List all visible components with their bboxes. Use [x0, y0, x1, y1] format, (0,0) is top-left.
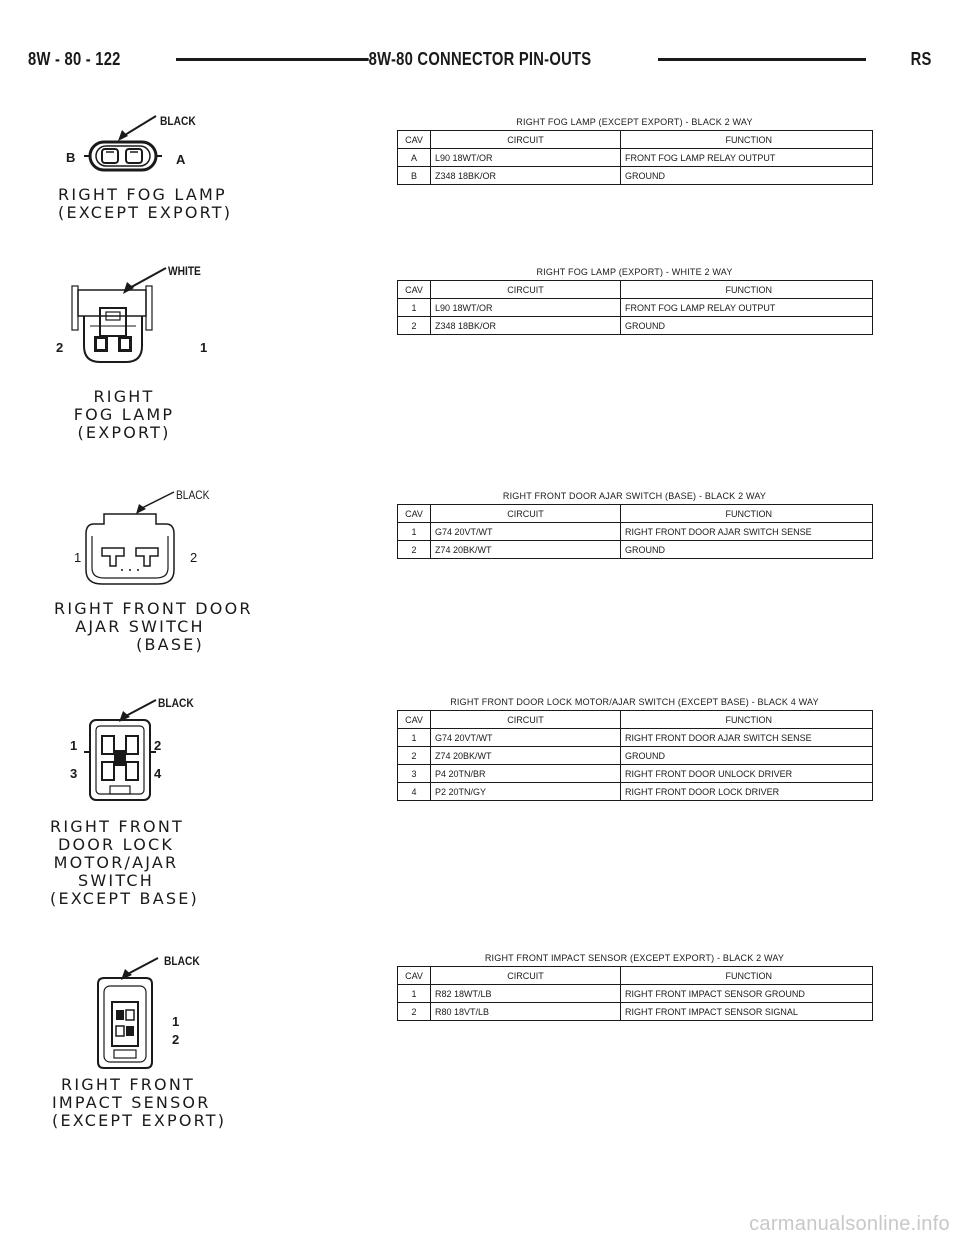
connector-drawing-fog-lamp-except-export: [60, 108, 210, 188]
header-cav: CAV: [398, 131, 431, 149]
pin-label-2: 2: [56, 340, 64, 355]
header-circuit: CIRCUIT: [431, 505, 621, 523]
table-row: 2 Z74 20BK/WT GROUND: [398, 747, 873, 765]
wire-color-label: BLACK: [160, 114, 196, 128]
page-header: [28, 46, 932, 72]
pin-label-b: B: [66, 150, 76, 165]
pin-label-a: A: [176, 152, 186, 167]
header-cav: CAV: [398, 967, 431, 985]
pin-label-3: 3: [70, 766, 78, 781]
table-title: RIGHT FOG LAMP (EXPORT) - WHITE 2 WAY: [536, 267, 733, 278]
header-function: FUNCTION: [621, 711, 873, 729]
pin-label-2: 2: [190, 550, 198, 565]
header-rule-right: [658, 58, 866, 61]
table-row: 3 P4 20TN/BR RIGHT FRONT DOOR UNLOCK DRIVER: [398, 765, 873, 783]
connector-impact-sensor-icon: [74, 950, 204, 1074]
model-code: RS: [911, 46, 932, 72]
pinout-table: [397, 130, 873, 185]
table-row: B Z348 18BK/OR GROUND: [398, 167, 873, 185]
pin-label-1: 1: [172, 1014, 180, 1029]
table-header-row: [398, 967, 873, 985]
table-row: 1 G74 20VT/WT RIGHT FRONT DOOR AJAR SWITCH SENSE: [398, 729, 873, 747]
connector-fog-lamp-export-icon: [50, 262, 210, 374]
pin-label-1: 1: [70, 738, 78, 753]
pin-label-2: 2: [154, 738, 162, 753]
table-header-row: [398, 131, 873, 149]
wire-color-label: BLACK: [176, 488, 210, 502]
site-watermark: carmanualsonline.info: [749, 1213, 950, 1235]
table-header-row: [398, 505, 873, 523]
table-row: 2 Z74 20BK/WT GROUND: [398, 541, 873, 559]
table-row: A L90 18WT/OR FRONT FOG LAMP RELAY OUTPUT: [398, 149, 873, 167]
connector-caption: RIGHT FRONT IMPACT SENSOR (EXCEPT EXPORT): [52, 1075, 227, 1130]
table-row: 1 L90 18WT/OR FRONT FOG LAMP RELAY OUTPUT: [398, 299, 873, 317]
pin-label-2: 2: [172, 1032, 180, 1047]
header-circuit: CIRCUIT: [431, 131, 621, 149]
header-function: FUNCTION: [621, 505, 873, 523]
pinout-table-fog-lamp-except-export: [397, 116, 872, 185]
header-function: FUNCTION: [621, 131, 873, 149]
table-header-row: [398, 711, 873, 729]
table-row: 1 G74 20VT/WT RIGHT FRONT DOOR AJAR SWITCH SENSE: [398, 523, 873, 541]
connector-drawing-fog-lamp-export: [50, 262, 210, 374]
connector-drawing-door-lock-motor: [62, 692, 202, 808]
pinout-table-fog-lamp-export: [397, 266, 872, 335]
wire-color-label: BLACK: [164, 954, 200, 968]
connector-caption: RIGHT FOG LAMP (EXCEPT EXPORT): [58, 185, 233, 222]
table-title: RIGHT FRONT DOOR AJAR SWITCH (BASE) - BLACK 2 WAY: [502, 491, 767, 502]
header-function: FUNCTION: [621, 967, 873, 985]
table-header-row: [398, 281, 873, 299]
wire-color-label: WHITE: [168, 264, 201, 278]
pinout-table: [397, 966, 873, 1021]
table-row: 2 R80 18VT/LB RIGHT FRONT IMPACT SENSOR SIGNAL: [398, 1003, 873, 1021]
header-cav: CAV: [398, 281, 431, 299]
table-title: RIGHT FRONT DOOR LOCK MOTOR/AJAR SWITCH (EXCEPT BASE) - BLACK 4 WAY: [450, 697, 819, 708]
connector-caption: RIGHT FRONT DOOR AJAR SWITCH (BASE): [54, 599, 253, 654]
connector-drawing-impact-sensor: [74, 950, 204, 1074]
pinout-table-impact-sensor: [397, 952, 872, 1021]
header-circuit: CIRCUIT: [431, 281, 621, 299]
table-row: 2 Z348 18BK/OR GROUND: [398, 317, 873, 335]
header-circuit: CIRCUIT: [431, 967, 621, 985]
pinout-table: [397, 504, 873, 559]
header-circuit: CIRCUIT: [431, 711, 621, 729]
table-row: 4 P2 20TN/GY RIGHT FRONT DOOR LOCK DRIVER: [398, 783, 873, 801]
pin-label-1: 1: [74, 550, 82, 565]
table-title: RIGHT FOG LAMP (EXCEPT EXPORT) - BLACK 2 WAY: [516, 117, 753, 128]
connector-caption: RIGHT FRONT DOOR LOCK MOTOR/AJAR SWITCH (EXCEPT BASE): [50, 817, 199, 908]
table-title: RIGHT FRONT IMPACT SENSOR (EXCEPT EXPORT) - BLACK 2 WAY: [484, 953, 785, 964]
header-function: FUNCTION: [621, 281, 873, 299]
header-cav: CAV: [398, 505, 431, 523]
header-cav: CAV: [398, 711, 431, 729]
connector-drawing-door-ajar-switch-base: [66, 484, 216, 594]
pin-label-4: 4: [154, 766, 162, 781]
page-reference: 8W - 80 - 122: [28, 46, 121, 72]
section-title: 8W-80 CONNECTOR PIN-OUTS: [369, 46, 592, 72]
connector-caption: RIGHT FOG LAMP (EXPORT): [73, 387, 175, 442]
pin-label-1: 1: [200, 340, 208, 355]
pinout-table-door-lock-motor: [397, 696, 872, 801]
table-row: 1 R82 18WT/LB RIGHT FRONT IMPACT SENSOR GROUND: [398, 985, 873, 1003]
pinout-table-door-ajar-switch-base: [397, 490, 872, 559]
pinout-table: [397, 280, 873, 335]
wire-color-label: BLACK: [158, 696, 194, 710]
pinout-table: [397, 710, 873, 801]
